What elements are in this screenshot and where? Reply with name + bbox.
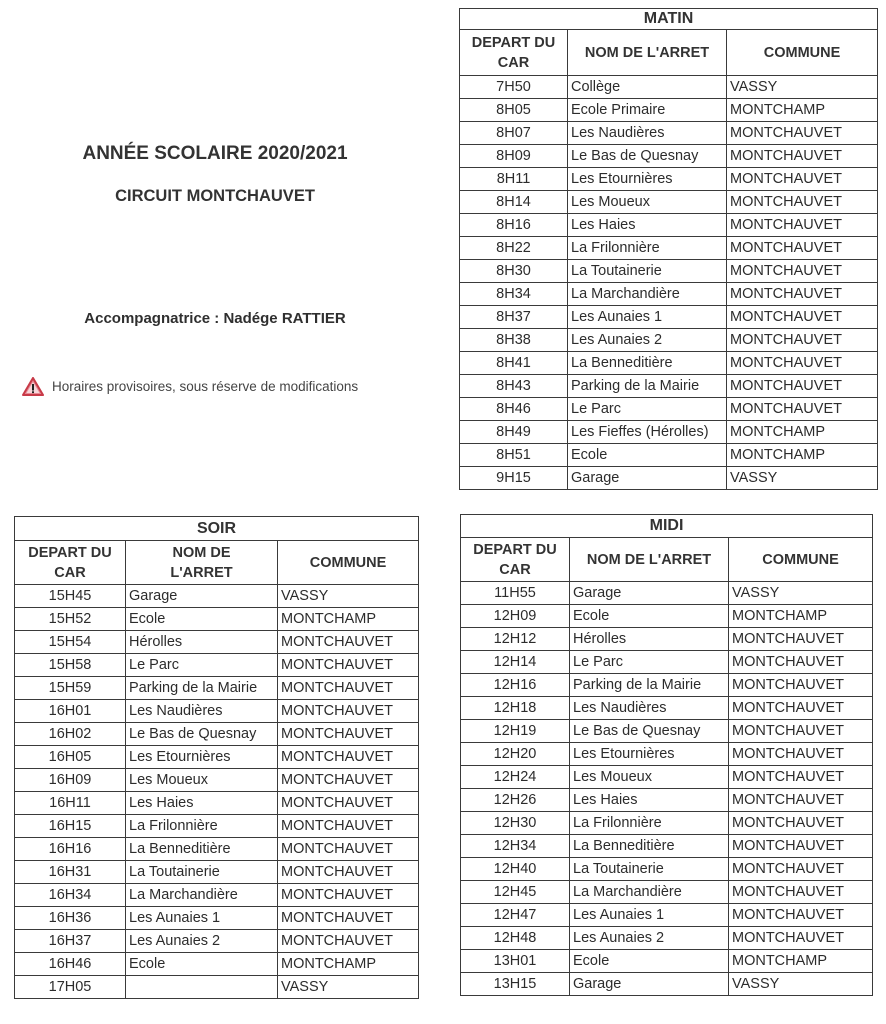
table-row <box>460 352 878 375</box>
commune-cell: MONTCHAMP <box>727 444 878 467</box>
table-row <box>15 930 419 953</box>
table-row <box>461 881 873 904</box>
departure-time-cell: 13H01 <box>461 950 570 973</box>
departure-time-cell: 7H50 <box>460 76 568 99</box>
departure-time-cell: 12H19 <box>461 720 570 743</box>
table-row <box>460 283 878 306</box>
header-line: CAR <box>497 54 530 71</box>
stop-name-cell: Les Haies <box>126 792 278 815</box>
commune-cell: MONTCHAUVET <box>729 628 873 651</box>
commune-cell: MONTCHAUVET <box>278 700 419 723</box>
commune-cell: MONTCHAUVET <box>729 720 873 743</box>
commune-cell: MONTCHAUVET <box>278 723 419 746</box>
stop-name-cell: Garage <box>126 585 278 608</box>
departure-time-cell: 16H46 <box>15 953 126 976</box>
table-row <box>461 973 873 996</box>
departure-time-cell: 16H11 <box>15 792 126 815</box>
table-row <box>460 444 878 467</box>
circuit-title: CIRCUIT MONTCHAUVET <box>115 187 315 205</box>
stop-name-cell: Les Fieffes (Hérolles) <box>568 421 727 444</box>
header-line: DEPART DU <box>28 544 112 561</box>
departure-time-cell: 16H31 <box>15 861 126 884</box>
stop-name-cell: Les Etournières <box>568 168 727 191</box>
table-row <box>15 907 419 930</box>
departure-time-cell: 16H02 <box>15 723 126 746</box>
stop-name-cell: La Marchandière <box>568 283 727 306</box>
stop-name-cell: Ecole <box>570 605 729 628</box>
stop-name-cell: Ecole <box>126 608 278 631</box>
departure-time-cell: 8H51 <box>460 444 568 467</box>
commune-cell: MONTCHAUVET <box>729 812 873 835</box>
commune-cell: MONTCHAUVET <box>727 145 878 168</box>
stop-name-cell: Le Bas de Quesnay <box>570 720 729 743</box>
stop-name-cell: Le Bas de Quesnay <box>126 723 278 746</box>
table-row <box>15 976 419 999</box>
stop-name-cell: La Marchandière <box>126 884 278 907</box>
stop-name-cell: Les Etournières <box>126 746 278 769</box>
warning-text: Horaires provisoires, sous réserve de modifications <box>52 379 359 394</box>
table-row <box>15 700 419 723</box>
departure-time-cell: 8H41 <box>460 352 568 375</box>
commune-cell: MONTCHAUVET <box>278 677 419 700</box>
table-row <box>460 375 878 398</box>
soir-schedule-table <box>14 516 419 999</box>
header-line: CAR <box>499 561 531 578</box>
commune-cell: MONTCHAUVET <box>729 674 873 697</box>
departure-time-cell: 8H37 <box>460 306 568 329</box>
table-row <box>460 214 878 237</box>
stop-name-cell: Les Moueux <box>568 191 727 214</box>
table-row <box>15 631 419 654</box>
departure-time-cell: 15H54 <box>15 631 126 654</box>
header-line: CAR <box>54 564 86 581</box>
stop-name-cell: Les Aunaies 2 <box>568 329 727 352</box>
departure-time-cell: 15H45 <box>15 585 126 608</box>
column-header-depart <box>461 538 570 582</box>
stop-name-cell: La Toutainerie <box>568 260 727 283</box>
stop-name-cell: La Frilonnière <box>126 815 278 838</box>
commune-cell: MONTCHAUVET <box>278 884 419 907</box>
table-row <box>461 789 873 812</box>
departure-time-cell: 12H45 <box>461 881 570 904</box>
commune-cell: MONTCHAUVET <box>278 815 419 838</box>
commune-cell: MONTCHAUVET <box>727 375 878 398</box>
stop-name-cell: Ecole <box>126 953 278 976</box>
stop-name-cell: Les Naudières <box>568 122 727 145</box>
stop-name-cell: Les Aunaies 2 <box>570 927 729 950</box>
midi-schedule-table <box>460 514 873 996</box>
table-row <box>15 746 419 769</box>
departure-time-cell: 12H34 <box>461 835 570 858</box>
departure-time-cell: 13H15 <box>461 973 570 996</box>
escort-label: Accompagnatrice : Nadége RATTIER <box>84 310 346 327</box>
header-line: L'ARRET <box>170 564 233 581</box>
departure-time-cell: 12H47 <box>461 904 570 927</box>
column-header-stop: NOM DE L'ARRET <box>568 30 727 76</box>
column-header-stop: NOM DE L'ARRET <box>570 538 729 582</box>
table-row <box>15 792 419 815</box>
stop-name-cell: Le Parc <box>570 651 729 674</box>
table-row <box>15 838 419 861</box>
table-row <box>460 329 878 352</box>
stop-name-cell: Ecole Primaire <box>568 99 727 122</box>
table-row <box>460 260 878 283</box>
stop-name-cell: La Benneditière <box>570 835 729 858</box>
table-row <box>461 927 873 950</box>
commune-cell: MONTCHAUVET <box>729 881 873 904</box>
table-row <box>460 398 878 421</box>
commune-cell: MONTCHAUVET <box>727 260 878 283</box>
departure-time-cell: 12H12 <box>461 628 570 651</box>
table-title: MATIN <box>460 9 878 30</box>
departure-time-cell: 16H36 <box>15 907 126 930</box>
departure-time-cell: 12H30 <box>461 812 570 835</box>
commune-cell: MONTCHAMP <box>727 421 878 444</box>
departure-time-cell: 16H05 <box>15 746 126 769</box>
commune-cell: MONTCHAUVET <box>729 697 873 720</box>
commune-cell: MONTCHAUVET <box>727 352 878 375</box>
table-row <box>460 421 878 444</box>
table-row <box>461 628 873 651</box>
commune-cell: VASSY <box>727 467 878 490</box>
departure-time-cell: 16H01 <box>15 700 126 723</box>
commune-cell: MONTCHAUVET <box>278 861 419 884</box>
departure-time-cell: 8H11 <box>460 168 568 191</box>
departure-time-cell: 12H16 <box>461 674 570 697</box>
commune-cell: MONTCHAMP <box>727 99 878 122</box>
stop-name-cell: Les Naudières <box>570 697 729 720</box>
table-row <box>461 835 873 858</box>
table-row <box>461 950 873 973</box>
table-row <box>15 585 419 608</box>
commune-cell: VASSY <box>727 76 878 99</box>
departure-time-cell: 8H14 <box>460 191 568 214</box>
commune-cell: MONTCHAUVET <box>727 306 878 329</box>
table-title: MIDI <box>461 515 873 538</box>
commune-cell: MONTCHAUVET <box>729 766 873 789</box>
table-row <box>461 766 873 789</box>
departure-time-cell: 16H15 <box>15 815 126 838</box>
departure-time-cell: 12H24 <box>461 766 570 789</box>
commune-cell: MONTCHAUVET <box>727 283 878 306</box>
commune-cell: MONTCHAUVET <box>729 858 873 881</box>
commune-cell: MONTCHAMP <box>729 950 873 973</box>
stop-name-cell: La Frilonnière <box>568 237 727 260</box>
stop-name-cell: Garage <box>570 973 729 996</box>
stop-name-cell: Les Naudières <box>126 700 278 723</box>
table-row <box>461 582 873 605</box>
commune-cell: MONTCHAUVET <box>727 214 878 237</box>
stop-name-cell: Les Haies <box>570 789 729 812</box>
departure-time-cell: 12H18 <box>461 697 570 720</box>
commune-cell: MONTCHAUVET <box>727 191 878 214</box>
table-row <box>460 168 878 191</box>
table-row <box>461 697 873 720</box>
commune-cell: MONTCHAUVET <box>729 743 873 766</box>
commune-cell: MONTCHAUVET <box>727 329 878 352</box>
column-header-depart <box>15 541 126 585</box>
table-row <box>460 467 878 490</box>
header-line: NOM DE <box>172 544 231 561</box>
commune-cell: MONTCHAMP <box>278 608 419 631</box>
departure-time-cell: 15H52 <box>15 608 126 631</box>
departure-time-cell: 8H38 <box>460 329 568 352</box>
table-row <box>460 237 878 260</box>
departure-time-cell: 8H07 <box>460 122 568 145</box>
column-header-commune: COMMUNE <box>727 30 878 76</box>
stop-name-cell: La Benneditière <box>126 838 278 861</box>
departure-time-cell: 17H05 <box>15 976 126 999</box>
departure-time-cell: 16H34 <box>15 884 126 907</box>
stop-name-cell: Le Bas de Quesnay <box>568 145 727 168</box>
commune-cell: MONTCHAUVET <box>729 651 873 674</box>
commune-cell: MONTCHAUVET <box>278 838 419 861</box>
table-row <box>15 769 419 792</box>
stop-name-cell: Garage <box>570 582 729 605</box>
column-header-commune: COMMUNE <box>278 541 419 585</box>
table-row <box>461 674 873 697</box>
stop-name-cell: Parking de la Mairie <box>126 677 278 700</box>
departure-time-cell: 11H55 <box>461 582 570 605</box>
table-row <box>460 122 878 145</box>
stop-name-cell: Hérolles <box>126 631 278 654</box>
table-row <box>461 651 873 674</box>
commune-cell: MONTCHAUVET <box>727 237 878 260</box>
matin-schedule-table <box>459 8 878 490</box>
commune-cell: VASSY <box>729 582 873 605</box>
commune-cell: MONTCHAUVET <box>729 835 873 858</box>
stop-name-cell: Parking de la Mairie <box>568 375 727 398</box>
provisional-warning <box>22 377 358 396</box>
commune-cell: MONTCHAUVET <box>727 398 878 421</box>
departure-time-cell: 8H43 <box>460 375 568 398</box>
stop-name-cell: Le Parc <box>568 398 727 421</box>
commune-cell: MONTCHAUVET <box>278 769 419 792</box>
column-header-commune: COMMUNE <box>729 538 873 582</box>
commune-cell: MONTCHAUVET <box>278 907 419 930</box>
departure-time-cell: 16H09 <box>15 769 126 792</box>
warning-triangle-icon <box>22 377 44 396</box>
stop-name-cell: Les Aunaies 1 <box>570 904 729 927</box>
commune-cell: MONTCHAUVET <box>278 792 419 815</box>
departure-time-cell: 12H26 <box>461 789 570 812</box>
stop-name-cell: Les Etournières <box>570 743 729 766</box>
stop-name-cell: Les Aunaies 2 <box>126 930 278 953</box>
departure-time-cell: 15H59 <box>15 677 126 700</box>
departure-time-cell: 12H14 <box>461 651 570 674</box>
table-row <box>15 861 419 884</box>
departure-time-cell: 16H16 <box>15 838 126 861</box>
commune-cell: MONTCHAUVET <box>727 122 878 145</box>
table-row <box>15 723 419 746</box>
stop-name-cell: Les Moueux <box>570 766 729 789</box>
stop-name-cell: La Toutainerie <box>126 861 278 884</box>
departure-time-cell: 15H58 <box>15 654 126 677</box>
table-row <box>461 812 873 835</box>
departure-time-cell: 12H40 <box>461 858 570 881</box>
commune-cell: MONTCHAUVET <box>727 168 878 191</box>
departure-time-cell: 8H30 <box>460 260 568 283</box>
departure-time-cell: 8H09 <box>460 145 568 168</box>
commune-cell: MONTCHAMP <box>729 605 873 628</box>
stop-name-cell: Les Moueux <box>126 769 278 792</box>
table-row <box>460 76 878 99</box>
commune-cell: VASSY <box>278 976 419 999</box>
stop-name-cell: Garage <box>568 467 727 490</box>
table-row <box>460 306 878 329</box>
stop-name-cell: La Benneditière <box>568 352 727 375</box>
commune-cell: MONTCHAUVET <box>278 654 419 677</box>
departure-time-cell: 12H09 <box>461 605 570 628</box>
departure-time-cell: 12H20 <box>461 743 570 766</box>
stop-name-cell: La Toutainerie <box>570 858 729 881</box>
departure-time-cell: 8H46 <box>460 398 568 421</box>
commune-cell: MONTCHAMP <box>278 953 419 976</box>
commune-cell: VASSY <box>278 585 419 608</box>
table-row <box>15 654 419 677</box>
departure-time-cell: 8H34 <box>460 283 568 306</box>
stop-name-cell: La Frilonnière <box>570 812 729 835</box>
commune-cell: MONTCHAUVET <box>729 927 873 950</box>
commune-cell: MONTCHAUVET <box>278 930 419 953</box>
stop-name-cell: Ecole <box>570 950 729 973</box>
column-header-depart <box>460 30 568 76</box>
table-row <box>461 720 873 743</box>
commune-cell: MONTCHAUVET <box>278 746 419 769</box>
commune-cell: MONTCHAUVET <box>278 631 419 654</box>
commune-cell: VASSY <box>729 973 873 996</box>
stop-name-cell: Le Parc <box>126 654 278 677</box>
table-row <box>15 884 419 907</box>
table-row <box>460 191 878 214</box>
header-line: DEPART DU <box>473 541 557 558</box>
stop-name-cell <box>126 976 278 999</box>
table-title: SOIR <box>15 517 419 541</box>
table-row <box>461 858 873 881</box>
stop-name-cell: Hérolles <box>570 628 729 651</box>
stop-name-cell: Ecole <box>568 444 727 467</box>
stop-name-cell: Collège <box>568 76 727 99</box>
table-row <box>15 677 419 700</box>
table-row <box>15 953 419 976</box>
table-row <box>15 608 419 631</box>
header-line: DEPART DU <box>471 34 556 51</box>
column-header-stop <box>126 541 278 585</box>
table-row <box>460 99 878 122</box>
commune-cell: MONTCHAUVET <box>729 789 873 812</box>
school-year-title: ANNÉE SCOLAIRE 2020/2021 <box>82 143 348 164</box>
stop-name-cell: La Marchandière <box>570 881 729 904</box>
table-row <box>460 145 878 168</box>
table-row <box>461 605 873 628</box>
departure-time-cell: 9H15 <box>460 467 568 490</box>
departure-time-cell: 8H16 <box>460 214 568 237</box>
departure-time-cell: 12H48 <box>461 927 570 950</box>
departure-time-cell: 16H37 <box>15 930 126 953</box>
departure-time-cell: 8H49 <box>460 421 568 444</box>
departure-time-cell: 8H05 <box>460 99 568 122</box>
commune-cell: MONTCHAUVET <box>729 904 873 927</box>
stop-name-cell: Les Aunaies 1 <box>568 306 727 329</box>
table-row <box>15 815 419 838</box>
stop-name-cell: Parking de la Mairie <box>570 674 729 697</box>
table-row <box>461 743 873 766</box>
table-row <box>461 904 873 927</box>
stop-name-cell: Les Haies <box>568 214 727 237</box>
stop-name-cell: Les Aunaies 1 <box>126 907 278 930</box>
departure-time-cell: 8H22 <box>460 237 568 260</box>
